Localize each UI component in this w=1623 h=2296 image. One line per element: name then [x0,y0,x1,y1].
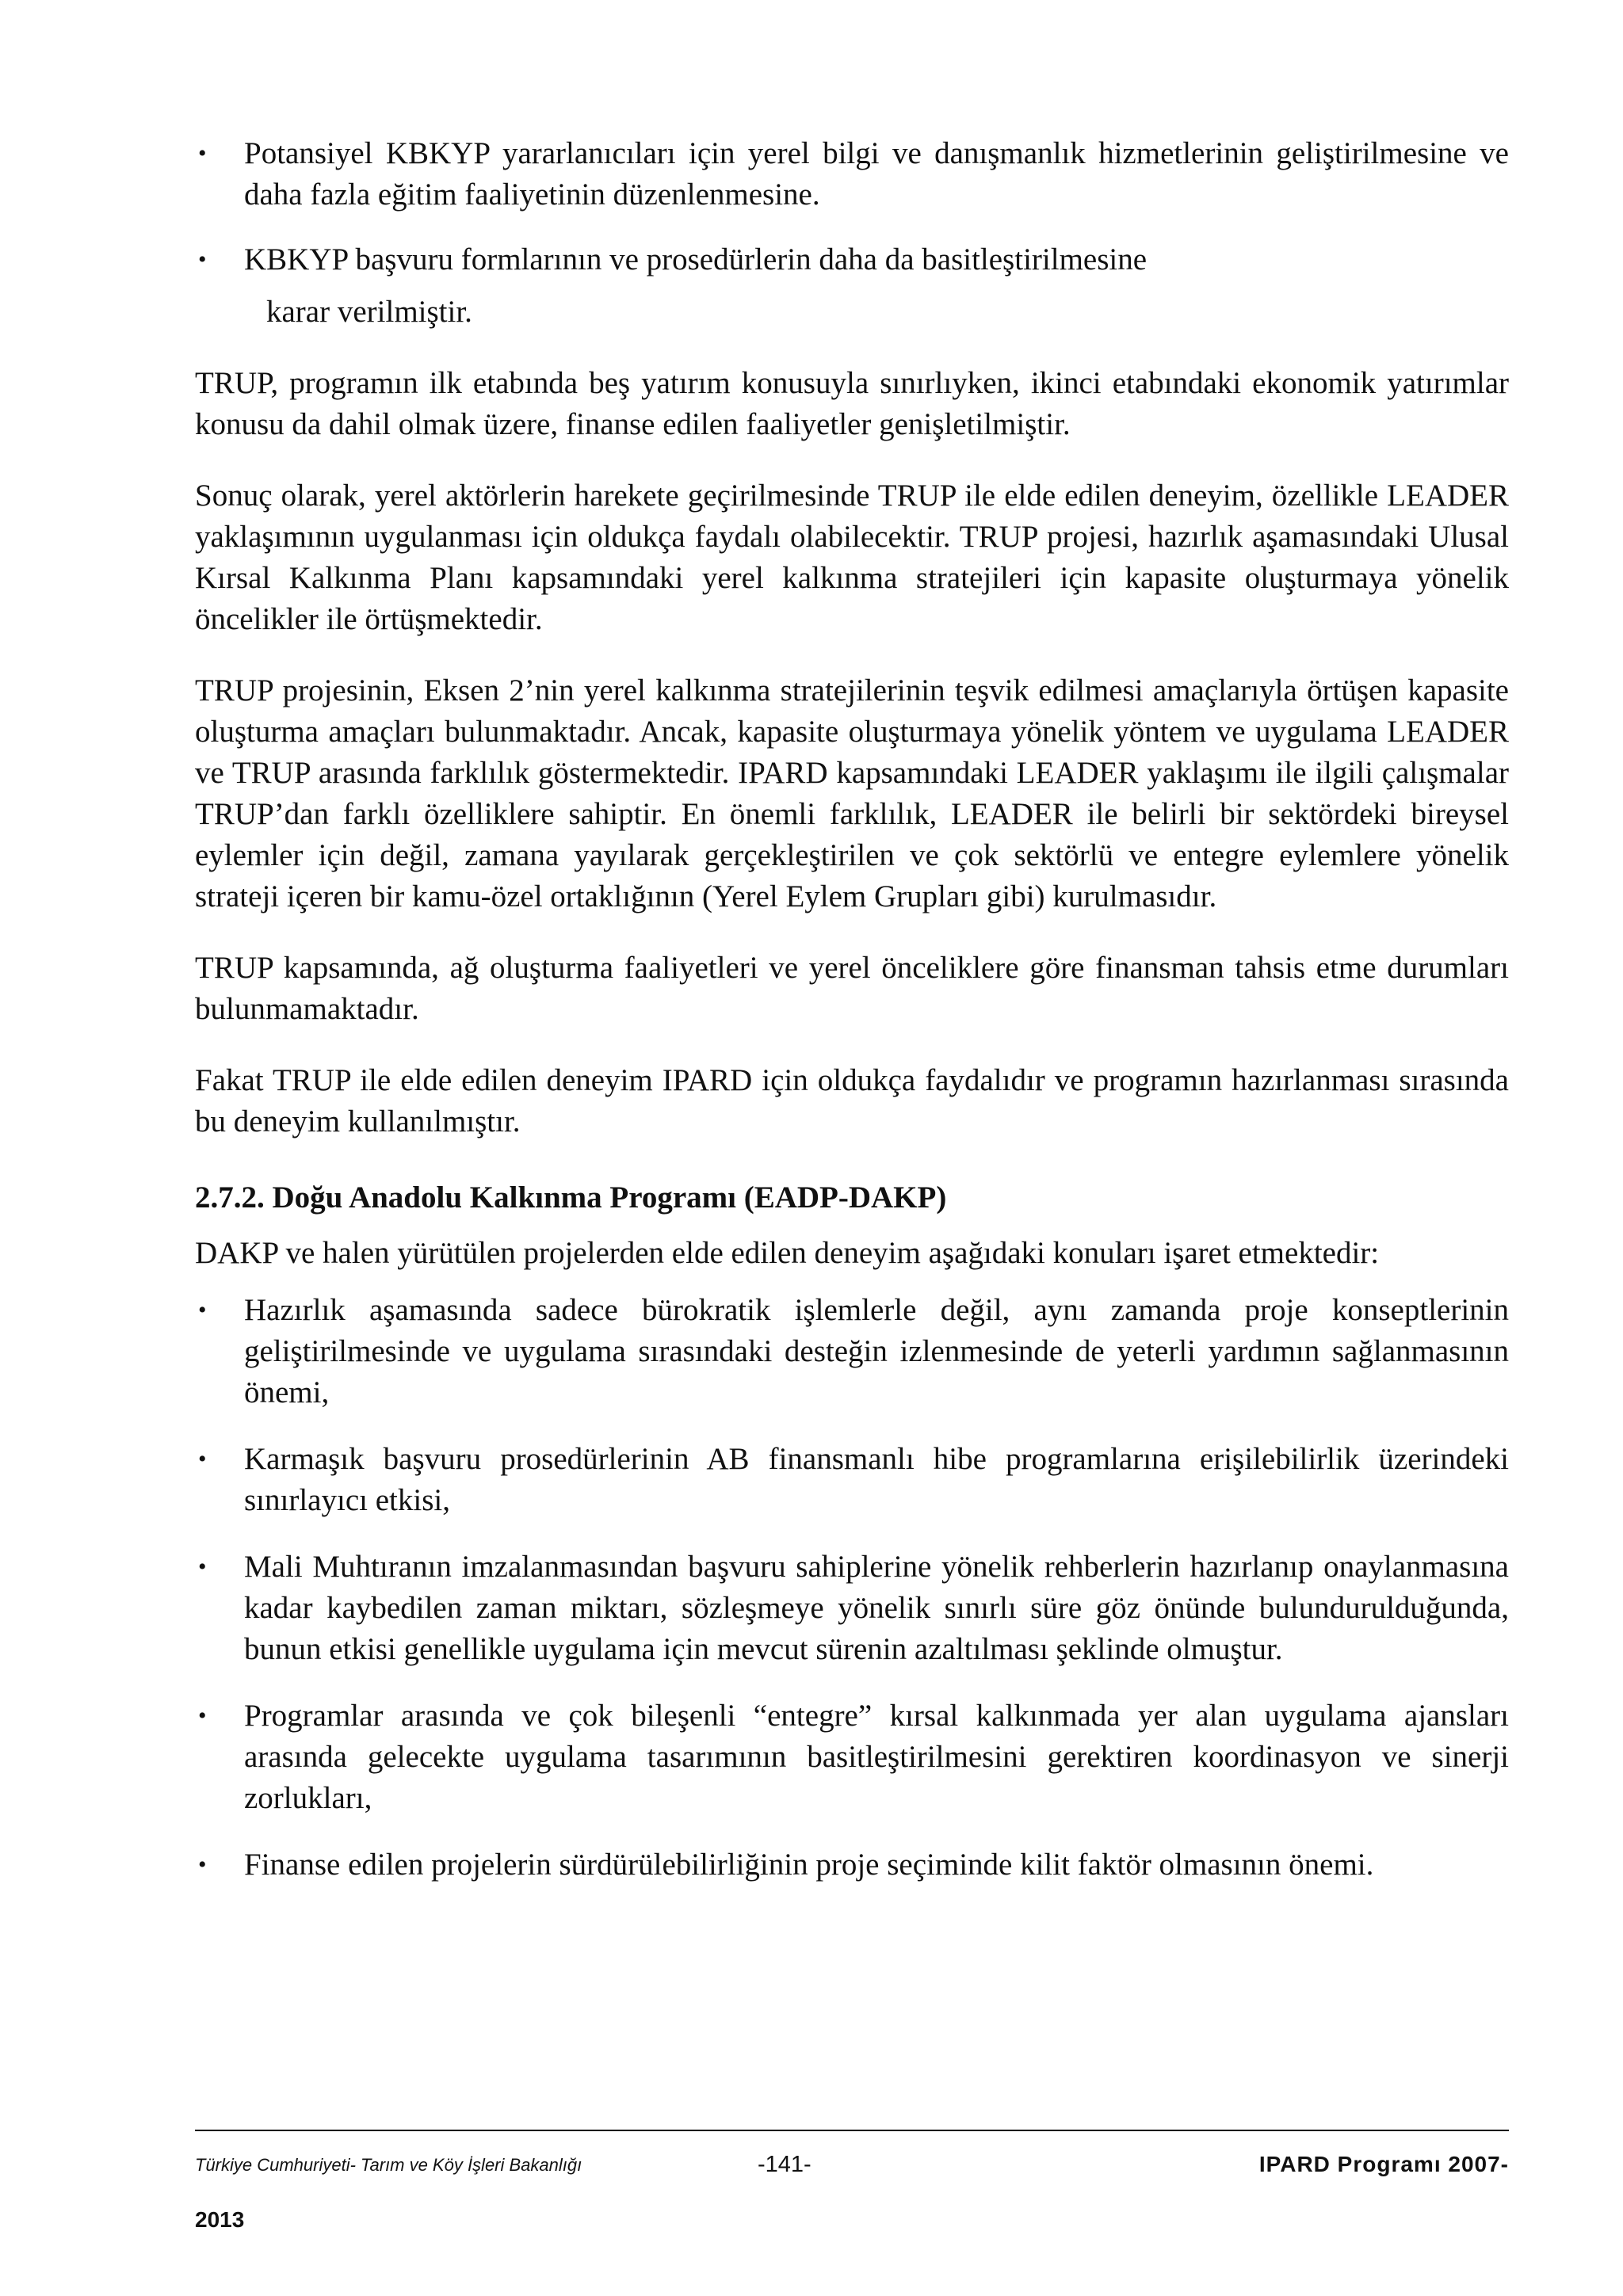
list-item [195,239,1509,280]
bullet-icon: • [198,246,207,273]
list-item-text: Programlar arasında ve çok bileşenli “entegre” kırsal kalkınmada yer alan uygulama ajansları arasında gelecekte uygulama tasarımının basitleştirilmesini gerektiren koordinasyon ve sinerji zorlukları, [244,1699,1509,1815]
page-body [195,133,1509,1886]
page-number: -141- [758,2152,812,2177]
footer-divider [195,2130,1509,2131]
list-item [195,1844,1509,1886]
page-footer [195,2152,1509,2183]
bullet-icon: • [198,1554,207,1580]
list-item [195,1547,1509,1670]
footer-year: 2013 [195,2207,245,2232]
paragraph-networking: TRUP kapsamında, ağ oluşturma faaliyetleri ve yerel önceliklere göre finansman tahsis etme durumları bulunmamaktadır. [195,951,1509,1026]
bullet-icon: • [198,1446,207,1472]
bullet-icon: • [198,1703,207,1729]
list-item [195,1439,1509,1521]
list-item-text: Hazırlık aşamasında sadece bürokratik işlemlerle değil, aynı zamanda proje konseptlerinin geliştirilmesinde ve uygulama sırasındaki desteğin izlenmesinde de yeterli yardımın sağlanmasının önemi, [244,1293,1509,1409]
list-item-text: Karmaşık başvuru prosedürlerinin AB finansmanlı hibe programlarına erişilebilirlik üzerindeki sınırlayıcı etkisi, [244,1442,1509,1517]
section-intro: DAKP ve halen yürütülen projelerden elde edilen deneyim aşağıdaki konuları işaret etmektedir: [195,1236,1380,1270]
footer-ministry: Türkiye Cumhuriyeti- Tarım ve Köy İşleri Bakanlığı [195,2155,582,2175]
paragraph-experience: Fakat TRUP ile elde edilen deneyim IPARD için oldukça faydalıdır ve programın hazırlanması sırasında bu deneyim kullanılmıştır. [195,1063,1509,1138]
list-item-text: Finanse edilen projelerin sürdürülebilirliğinin proje seçiminde kilit faktör olmasının önemi. [244,1848,1374,1882]
decision-line: karar verilmiştir. [266,295,472,329]
list-item-text: Mali Muhtıranın imzalanmasından başvuru sahiplerine yönelik rehberlerin hazırlanıp onaylanmasına kadar kaybedilen zaman miktarı, sözleşmeye yönelik sınırlı süre göz önünde bulundurulduğunda, bunun etkisi genellikle uygulama için mevcut sürenin azaltılması şeklinde olmuştur. [244,1550,1509,1666]
paragraph-trup-scope: TRUP, programın ilk etabında beş yatırım konusuyla sınırlıyken, ikinci etabındaki ekonomik yatırımlar konusu da dahil olmak üzere, finanse edilen faaliyetler genişletilmiştir. [195,366,1509,441]
section-heading: 2.7.2. Doğu Anadolu Kalkınma Programı (EADP-DAKP) [195,1180,947,1215]
list-item [195,133,1509,215]
bullet-icon: • [198,140,207,166]
bullet-icon: • [198,1852,207,1878]
list-item-text: Potansiyel KBKYP yararlanıcıları için yerel bilgi ve danışmanlık hizmetlerinin geliştirilmesine ve daha fazla eğitim faaliyetinin düzenlenmesine. [244,136,1509,212]
bullet-icon: • [198,1297,207,1323]
top-bullet-list [195,133,1509,280]
list-item [195,1695,1509,1819]
list-item [195,1290,1509,1413]
list-item-text: KBKYP başvuru formlarının ve prosedürlerin daha da basitleştirilmesine [244,242,1148,277]
paragraph-capacity: TRUP projesinin, Eksen 2’nin yerel kalkınma stratejilerinin teşvik edilmesi amaçlarıyla örtüşen kapasite oluşturma amaçları bulunmaktadır. Ancak, kapasite oluşturmaya yönelik yöntem ve uygulama LEADER ve TRUP arasında farklılık göstermektedir. IPARD kapsamındaki LEADER yaklaşımı ile ilgili çalışmalar TRUP’dan farklı özelliklere sahiptir. En önemli farklılık, LEADER ile belirli bir sektördeki bireysel eylemler için değil, zamana yayılarak gerçekleştirilen ve çok sektörlü ve entegre eylemlere yönelik strateji içeren bir kamu-özel ortaklığının (Yerel Eylem Grupları gibi) kurulmasıdır. [195,673,1509,913]
footer-program: IPARD Programı 2007- [1258,2152,1509,2176]
dakp-bullet-list [195,1290,1509,1886]
paragraph-conclusion: Sonuç olarak, yerel aktörlerin harekete geçirilmesinde TRUP ile elde edilen deneyim, özellikle LEADER yaklaşımının uygulanması için oldukça faydalı olabilecektir. TRUP projesi, hazırlık aşamasındaki Ulusal Kırsal Kalkınma Planı kapsamındaki yerel kalkınma stratejileri için kapasite oluşturmaya yönelik öncelikler ile örtüşmektedir. [195,479,1509,636]
